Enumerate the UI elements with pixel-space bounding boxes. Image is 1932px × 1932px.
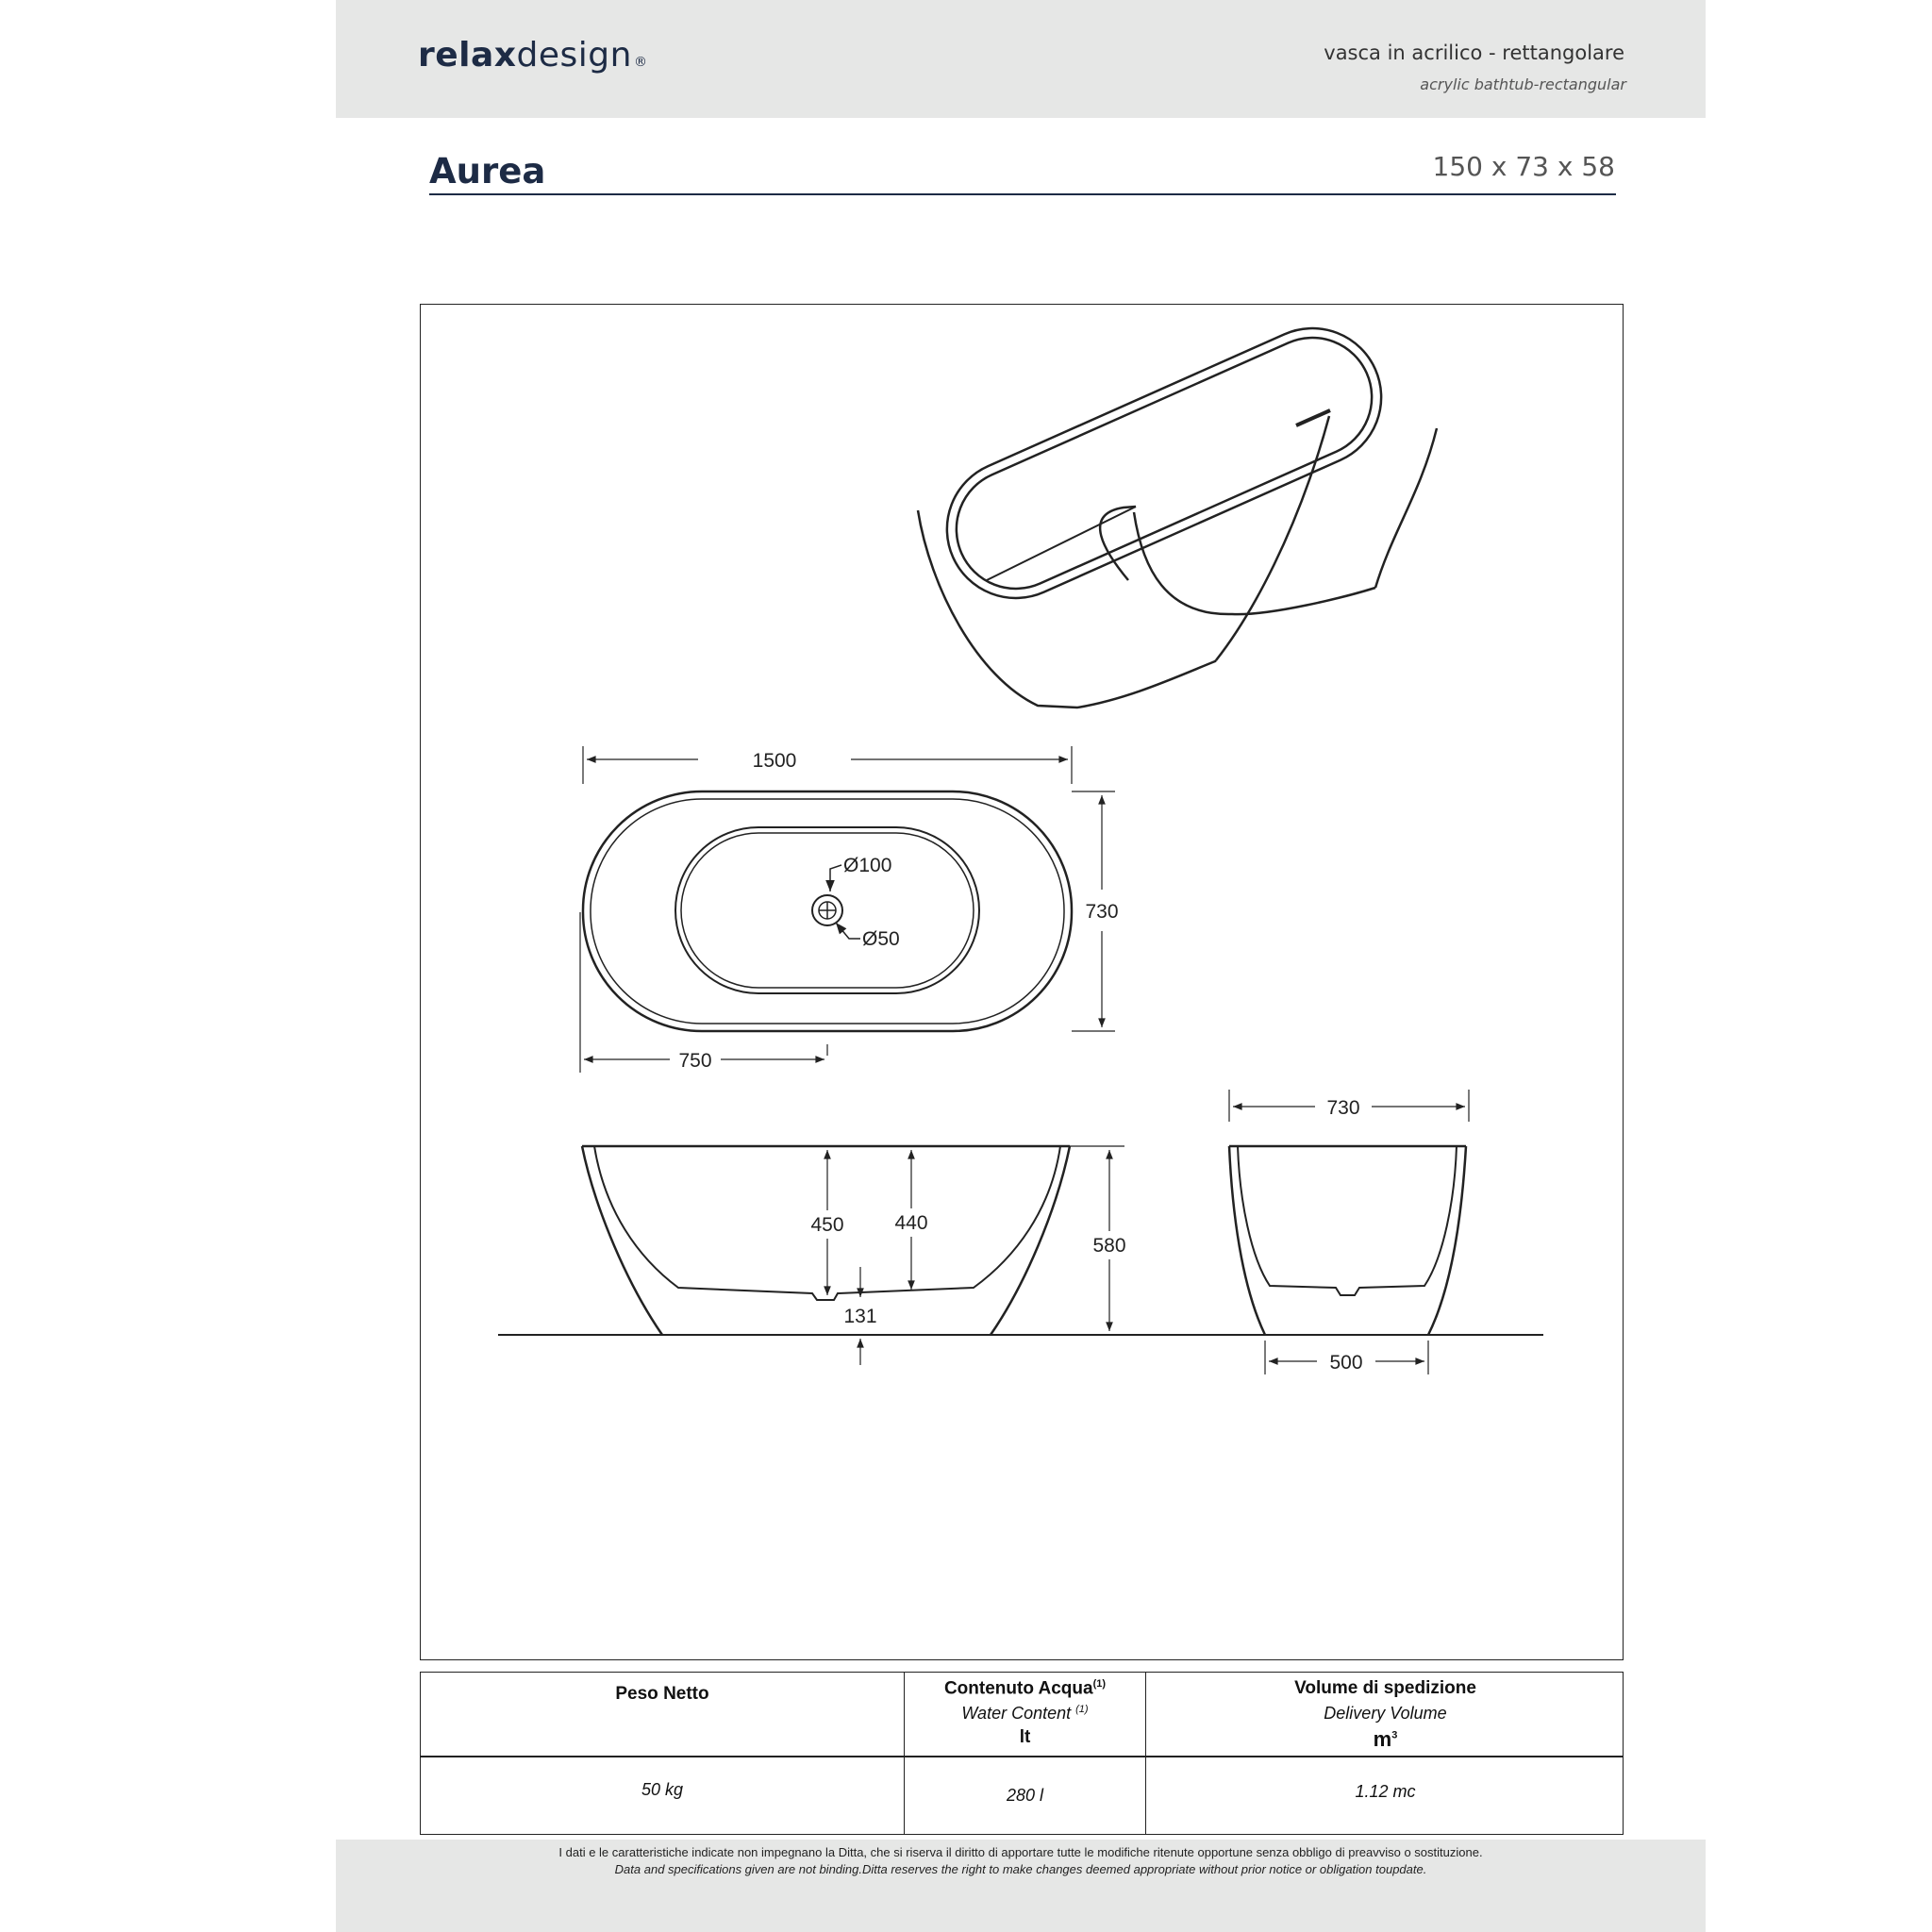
front-outer-left bbox=[582, 1146, 662, 1335]
brand-bold: relax bbox=[418, 36, 517, 75]
volume-unit-sup: 3 bbox=[1391, 1729, 1398, 1741]
product-dimensions: 150 x 73 x 58 bbox=[1432, 151, 1615, 182]
spec-table bbox=[420, 1672, 1624, 1835]
net-weight-value: 50 kg bbox=[641, 1780, 684, 1799]
perspective-inner-rim bbox=[938, 319, 1391, 608]
dim-plan-length: 1500 bbox=[752, 750, 797, 772]
dim-drain-height: 131 bbox=[843, 1306, 877, 1327]
disclaimer-italian: I dati e le caratteristiche indicate non impegnano la Ditta, che si riserva il diritto di apportare tutte le modifiche ritenute opportune senza obbligo di preavviso o sostituzione. bbox=[558, 1845, 1483, 1859]
brand-light: design bbox=[516, 36, 632, 75]
perspective-body bbox=[918, 416, 1329, 708]
brand-logo bbox=[418, 36, 647, 75]
perspective-right-wall bbox=[1375, 428, 1437, 588]
water-label-en-sup: (1) bbox=[1075, 1704, 1089, 1715]
volume-label-it: Volume di spedizione bbox=[1294, 1678, 1476, 1698]
col-net-weight bbox=[421, 1673, 905, 1834]
category-italian: vasca in acrilico - rettangolare bbox=[1324, 42, 1624, 64]
header-band bbox=[336, 0, 1706, 118]
dim-front-depth-2: 440 bbox=[894, 1212, 928, 1234]
dim-plan-half: 750 bbox=[678, 1050, 712, 1072]
dim-plan-width: 730 bbox=[1085, 901, 1119, 923]
volume-label-en: Delivery Volume bbox=[1324, 1704, 1447, 1723]
technical-drawing-frame bbox=[420, 304, 1624, 1660]
datasheet bbox=[336, 0, 1706, 1932]
plan-view bbox=[580, 746, 1115, 1073]
front-elevation bbox=[498, 1146, 1543, 1365]
side-elevation bbox=[1229, 1090, 1469, 1374]
perspective-outer-rim bbox=[924, 307, 1403, 621]
volume-value: 1.12 mc bbox=[1355, 1782, 1416, 1801]
dim-waste-inner: Ø50 bbox=[862, 928, 900, 950]
dim-side-base: 500 bbox=[1329, 1352, 1363, 1374]
perspective-floor-line bbox=[987, 507, 1136, 580]
dim-front-height: 580 bbox=[1092, 1235, 1126, 1257]
dim-side-width: 730 bbox=[1326, 1097, 1360, 1119]
front-outer-right bbox=[991, 1146, 1070, 1335]
col-water-content bbox=[905, 1673, 1146, 1834]
disclaimer-english: Data and specifications given are not binding.Ditta reserves the right to make changes deemed appropriate without prior notice or obligation toupdate. bbox=[614, 1862, 1427, 1876]
waste-outer-leader bbox=[830, 865, 841, 891]
overflow-slot bbox=[1296, 410, 1330, 425]
brand-mark: ® bbox=[633, 55, 648, 70]
table-row-divider bbox=[421, 1756, 1623, 1757]
perspective-right-edge bbox=[1216, 416, 1329, 660]
category-english: acrylic bathtub-rectangular bbox=[1420, 75, 1626, 93]
waste-inner-leader bbox=[836, 923, 860, 939]
water-value: 280 l bbox=[1006, 1786, 1044, 1805]
net-weight-label: Peso Netto bbox=[615, 1684, 709, 1704]
side-outer-left bbox=[1229, 1146, 1265, 1335]
water-label-sup: (1) bbox=[1092, 1678, 1107, 1690]
side-inner-profile bbox=[1238, 1146, 1457, 1295]
perspective-view bbox=[913, 307, 1437, 698]
col-delivery-volume bbox=[1146, 1673, 1624, 1834]
dim-front-depth-1: 450 bbox=[810, 1214, 844, 1236]
water-label-it: Contenuto Acqua$^{(1)}$ bbox=[943, 1678, 1107, 1699]
technical-drawing bbox=[421, 305, 1624, 1661]
dim-waste-outer: Ø100 bbox=[843, 855, 892, 876]
product-title: Aurea bbox=[429, 151, 546, 192]
water-unit: lt bbox=[1019, 1727, 1031, 1747]
perspective-bottom bbox=[1134, 512, 1375, 614]
volume-unit: $m^3$ bbox=[1373, 1727, 1398, 1751]
side-outer-right bbox=[1428, 1146, 1466, 1335]
title-divider bbox=[429, 193, 1616, 195]
footer-band bbox=[336, 1840, 1706, 1932]
water-label-en: Water Content $^{(1)}$ bbox=[961, 1704, 1089, 1723]
